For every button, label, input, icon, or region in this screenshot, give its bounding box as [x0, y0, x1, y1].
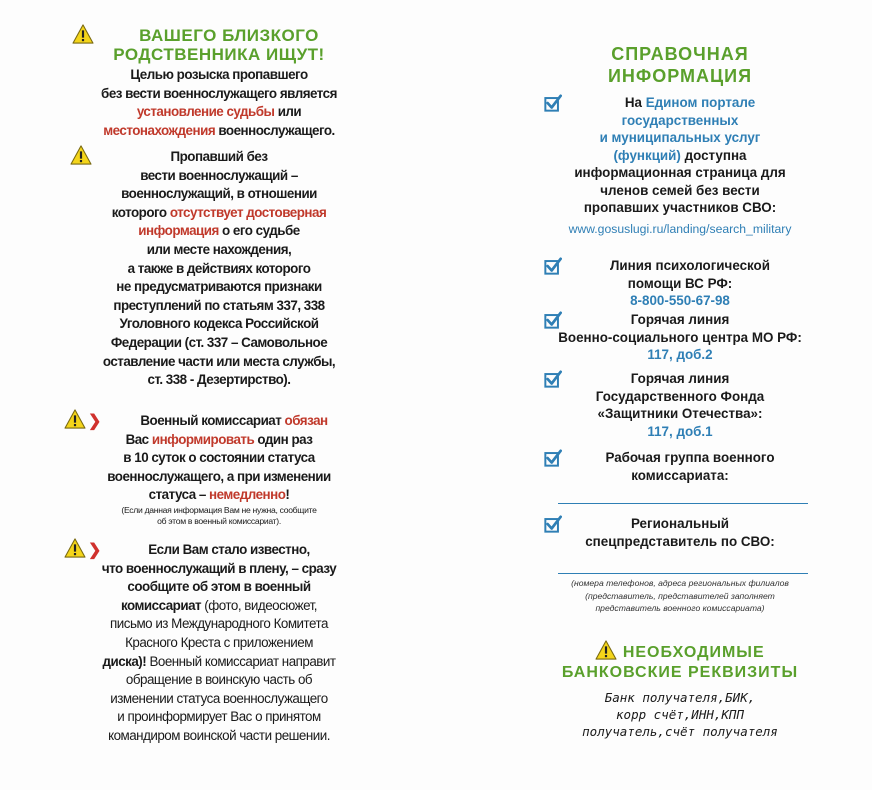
text-line: спецпредставитель по СВО:	[585, 533, 775, 549]
text-span: один раз	[254, 431, 313, 447]
paragraph-captivity	[44, 541, 394, 746]
highlight-blue: (функций)	[613, 147, 681, 163]
text-line: без вести военнослужащего является	[101, 85, 337, 101]
text-line: Рабочая группа военного	[605, 450, 775, 465]
right-column	[530, 0, 830, 790]
text-line: вести военнослужащий –	[140, 167, 298, 183]
checkbox-icon	[544, 311, 562, 329]
text-line	[44, 486, 394, 505]
left-column	[44, 0, 394, 790]
right-title-line1: СПРАВОЧНАЯ	[611, 44, 749, 64]
paragraph-definition	[44, 148, 394, 390]
paragraph-informing	[44, 412, 394, 527]
entry-regional	[530, 515, 830, 550]
text-span: военнослужащего.	[215, 122, 335, 138]
text-line: не предусматриваются признаки	[116, 279, 322, 295]
checkbox-icon	[544, 94, 562, 112]
warning-icon	[72, 24, 94, 44]
highlight-blue: Едином портале	[645, 95, 756, 110]
text-span: статуса –	[148, 487, 210, 503]
text-line	[530, 147, 830, 165]
text-line: ст. 338 - Дезертирство).	[147, 372, 291, 388]
text-line: преступлений по статьям 337, 338	[113, 297, 325, 313]
text-line: Пропавший без	[170, 149, 268, 164]
entry-hotline-mo	[530, 311, 830, 364]
paragraph-purpose	[44, 66, 394, 140]
text-span: (фото, видеосюжет,	[201, 597, 318, 613]
note-line: (представитель, представителей заполняет	[585, 590, 775, 601]
text-line: «Защитники Отечества»:	[597, 406, 763, 421]
text-line: комиссариата:	[631, 467, 729, 483]
note-line: (номера телефонов, адреса региональных филиалов	[571, 578, 789, 588]
text-line: Федерации (ст. 337 – Самовольное	[110, 334, 328, 350]
text-line	[44, 222, 394, 241]
text-span: Вас	[125, 431, 152, 447]
portal-link[interactable]: www.gosuslugi.ru/landing/search_military	[568, 221, 792, 236]
text-span: Военный комиссариат направит	[146, 653, 336, 669]
text-line: оставление части или места службы,	[102, 353, 336, 369]
entry-working-group	[530, 449, 830, 484]
chevron-right-icon: ❯	[88, 542, 102, 559]
text-line: что военнослужащий в плену, – сразу	[101, 560, 337, 576]
text-line: и муниципальных услуг	[599, 130, 761, 145]
highlight-red: немедленно	[209, 487, 286, 503]
phone-number[interactable]: 8-800-550-67-98	[630, 293, 730, 308]
text-line: получатель,счёт получателя	[582, 724, 778, 739]
text-line: информационная страница для	[574, 165, 786, 180]
text-line: Горячая линия	[630, 312, 730, 327]
text-span: о его судьбе	[218, 223, 300, 239]
text-line: Региональный	[630, 516, 730, 531]
text-span: доступна	[680, 147, 747, 163]
text-line: Горячая линия	[630, 371, 730, 386]
text-line	[44, 597, 394, 616]
phone-number[interactable]: 117, доб.2	[647, 347, 713, 362]
text-line: Красного Креста с приложением	[125, 634, 313, 650]
text-line: Уголовного кодекса Российской	[119, 316, 319, 332]
text-line: Государственного Фонда	[595, 388, 765, 404]
note-line: представитель военного комиссариата)	[595, 603, 765, 614]
text-line: изменении статуса военнослужащего	[110, 690, 328, 706]
fill-in-line	[558, 573, 808, 574]
text-span: диска)!	[102, 653, 147, 669]
text-line: обращение в воинскую часть об	[125, 672, 313, 688]
text-line: Целью розыска пропавшего	[130, 67, 308, 82]
text-line: Линия психологической	[610, 258, 770, 273]
text-line: или месте нахождения,	[146, 241, 292, 257]
highlight-red: информировать	[151, 431, 255, 447]
text-line: письмо из Международного Комитета	[110, 616, 328, 632]
text-line: а также в действиях которого	[127, 260, 311, 276]
text-line: и проинформирует Вас о принятом	[117, 709, 321, 725]
text-line: корр счёт,ИНН,КПП	[616, 707, 744, 722]
text-line: Банк получателя,БИК,	[604, 690, 756, 705]
entry-portal	[530, 94, 830, 238]
note-line: об этом в военный комиссариат).	[157, 515, 281, 526]
text-span: или	[274, 104, 302, 120]
right-title-line2: ИНФОРМАЦИЯ	[607, 66, 753, 86]
text-line: сообщите об этом в военный	[127, 579, 311, 595]
text-span: комиссариат	[120, 597, 202, 613]
entry-hotline-fund	[530, 370, 830, 440]
text-line: командиром воинской части решении.	[108, 727, 330, 743]
checkbox-icon	[544, 370, 562, 388]
phone-number[interactable]: 117, доб.1	[647, 423, 713, 439]
highlight-red: местонахождения	[103, 122, 216, 138]
text-line	[44, 122, 394, 141]
highlight-red: информация	[138, 223, 219, 239]
text-line: в 10 суток о состоянии статуса	[123, 450, 315, 466]
checkbox-icon	[544, 257, 562, 275]
text-line: Если Вам стало известно,	[148, 542, 310, 557]
left-title-line1: ВАШЕГО БЛИЗКОГО	[139, 26, 319, 45]
text-line: государственных	[621, 112, 739, 128]
text-span: На	[624, 95, 646, 110]
bank-details	[530, 689, 830, 740]
highlight-red: отсутствует достоверная	[169, 204, 327, 220]
bank-title-line2: БАНКОВСКИЕ РЕКВИЗИТЫ	[561, 664, 799, 681]
left-title-line2: РОДСТВЕННИКА ИЩУТ!	[113, 45, 325, 64]
right-title	[530, 43, 830, 87]
text-line: военнослужащего, а при изменении	[107, 468, 331, 484]
text-line	[44, 653, 394, 672]
bank-title-line1	[530, 640, 830, 663]
bank-title	[530, 640, 830, 683]
warning-icon	[595, 640, 617, 660]
highlight-red: установление судьбы	[136, 104, 275, 120]
text-span: которого	[111, 204, 170, 220]
chevron-right-icon: ❯	[88, 413, 102, 430]
fill-in-line	[558, 503, 808, 504]
checkbox-icon	[544, 515, 562, 533]
text-span: !	[285, 487, 290, 503]
text-line: помощи ВС РФ:	[627, 275, 733, 291]
text-line	[44, 412, 394, 431]
entry-psych	[530, 257, 830, 310]
text-span: Военный комиссариат	[140, 413, 285, 428]
text-line	[44, 204, 394, 223]
text-line: членов семей без вести	[600, 182, 760, 198]
text-line	[530, 94, 830, 112]
text-line	[44, 431, 394, 450]
left-title	[44, 26, 394, 64]
note-line: (Если данная информация Вам не нужна, сообщите	[121, 504, 317, 515]
text-line: Военно-социального центра МО РФ:	[558, 329, 802, 345]
highlight-red: обязан	[284, 413, 328, 428]
text-line	[44, 103, 394, 122]
checkbox-icon	[544, 449, 562, 467]
note-block	[530, 577, 830, 615]
text-line: пропавших участников СВО:	[583, 200, 777, 215]
text-line: военнослужащий, в отношении	[121, 186, 317, 202]
text-span: НЕОБХОДИМЫЕ	[622, 644, 765, 661]
